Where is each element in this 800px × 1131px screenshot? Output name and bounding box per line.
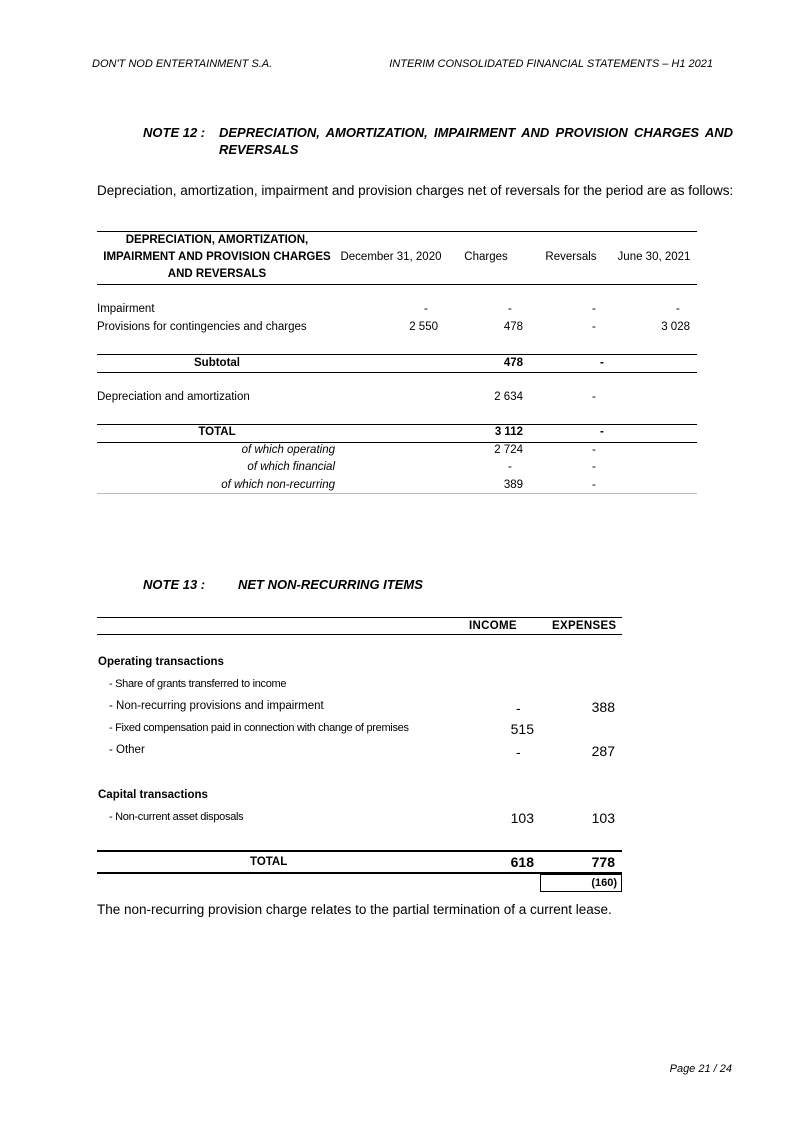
row13-disposals-income: 103 xyxy=(510,810,534,826)
row-provisions-charges: 478 xyxy=(503,321,523,333)
subtotal-charges: 478 xyxy=(503,357,523,369)
net-result-box: (160) xyxy=(540,874,622,892)
row13-compensation-income: 515 xyxy=(510,721,534,737)
note13-number: NOTE 13 : xyxy=(143,577,206,592)
col-jun2021: June 30, 2021 xyxy=(617,251,691,263)
col-dec2020: December 31, 2020 xyxy=(340,251,442,263)
table12-header-line2: IMPAIRMENT AND PROVISION CHARGES xyxy=(103,251,331,263)
row-provisions-jun2021: 3 028 xyxy=(661,321,690,333)
col-income: INCOME xyxy=(469,620,517,632)
row13-other-income: - xyxy=(516,744,521,760)
row-impairment-reversals: - xyxy=(592,303,596,315)
breakdown-nonrecurring-label: of which non-recurring xyxy=(221,479,335,491)
row13-provisions-income: - xyxy=(516,700,521,716)
header-left: DON'T NOD ENTERTAINMENT S.A. xyxy=(92,58,273,70)
row-impairment-jun2021: - xyxy=(676,303,680,315)
row-impairment-charges: - xyxy=(508,303,512,315)
row-provisions-reversals: - xyxy=(592,321,596,333)
breakdown-nonrecurring-reversals: - xyxy=(592,479,596,491)
note12-number: NOTE 12 : xyxy=(143,125,206,140)
row-impairment-dec2020: - xyxy=(424,303,428,315)
note13-title: NET NON-RECURRING ITEMS xyxy=(238,577,423,592)
total13-label: TOTAL xyxy=(250,856,288,868)
row-provisions-dec2020: 2 550 xyxy=(409,321,438,333)
breakdown-operating-reversals: - xyxy=(592,444,596,456)
row13-other-label: - Other xyxy=(109,744,145,756)
total13-expenses: 778 xyxy=(591,854,615,870)
subtotal-label: Subtotal xyxy=(194,357,240,369)
total12-charges: 3 112 xyxy=(494,426,523,438)
row13-provisions-label: - Non-recurring provisions and impairment xyxy=(109,700,324,712)
total12-reversals: - xyxy=(600,426,604,438)
col-expenses: EXPENSES xyxy=(552,620,617,632)
breakdown-financial-label: of which financial xyxy=(247,461,335,473)
row13-compensation-label: - Fixed compensation paid in connection with change of premises xyxy=(109,722,409,734)
subtotal-reversals: - xyxy=(600,357,604,369)
row13-disposals-expenses: 103 xyxy=(591,810,615,826)
note12-title-line1: DEPRECIATION, AMORTIZATION, IMPAIRMENT AND PROVISION CHARGES AND xyxy=(219,125,733,140)
row13-provisions-expenses: 388 xyxy=(591,699,615,715)
table12-header-line1: DEPRECIATION, AMORTIZATION, xyxy=(125,234,309,246)
row13-grants-label: - Share of grants transferred to income xyxy=(109,678,287,690)
note12-intro: Depreciation, amortization, impairment and provision charges net of reversals for the period are as follows: xyxy=(97,183,734,198)
depreciation-charges: 2 634 xyxy=(494,391,523,403)
total12-label: TOTAL xyxy=(198,426,236,438)
row13-other-expenses: 287 xyxy=(591,743,615,759)
row-impairment-label: Impairment xyxy=(97,303,155,315)
breakdown-operating-label: of which operating xyxy=(241,444,335,456)
depreciation-label: Depreciation and amortization xyxy=(97,391,250,403)
col-reversals: Reversals xyxy=(545,251,597,263)
breakdown-operating-charges: 2 724 xyxy=(494,444,523,456)
row-provisions-label: Provisions for contingencies and charges xyxy=(97,321,307,333)
section-operating: Operating transactions xyxy=(98,656,224,668)
breakdown-financial-charges: - xyxy=(508,461,512,473)
col-charges: Charges xyxy=(464,251,508,263)
note12-title-line2: REVERSALS xyxy=(219,142,299,157)
header-right: INTERIM CONSOLIDATED FINANCIAL STATEMENTS – H1 2021 xyxy=(389,58,713,70)
depreciation-reversals: - xyxy=(592,391,596,403)
row13-disposals-label: - Non-current asset disposals xyxy=(109,811,244,823)
section-capital: Capital transactions xyxy=(98,789,208,801)
note13-footnote: The non-recurring provision charge relates to the partial termination of a current lease. xyxy=(97,902,612,917)
page-number: Page 21 / 24 xyxy=(669,1063,732,1075)
breakdown-financial-reversals: - xyxy=(592,461,596,473)
total13-income: 618 xyxy=(510,854,534,870)
table12-header-line3: AND REVERSALS xyxy=(167,268,267,280)
breakdown-nonrecurring-charges: 389 xyxy=(503,479,523,491)
